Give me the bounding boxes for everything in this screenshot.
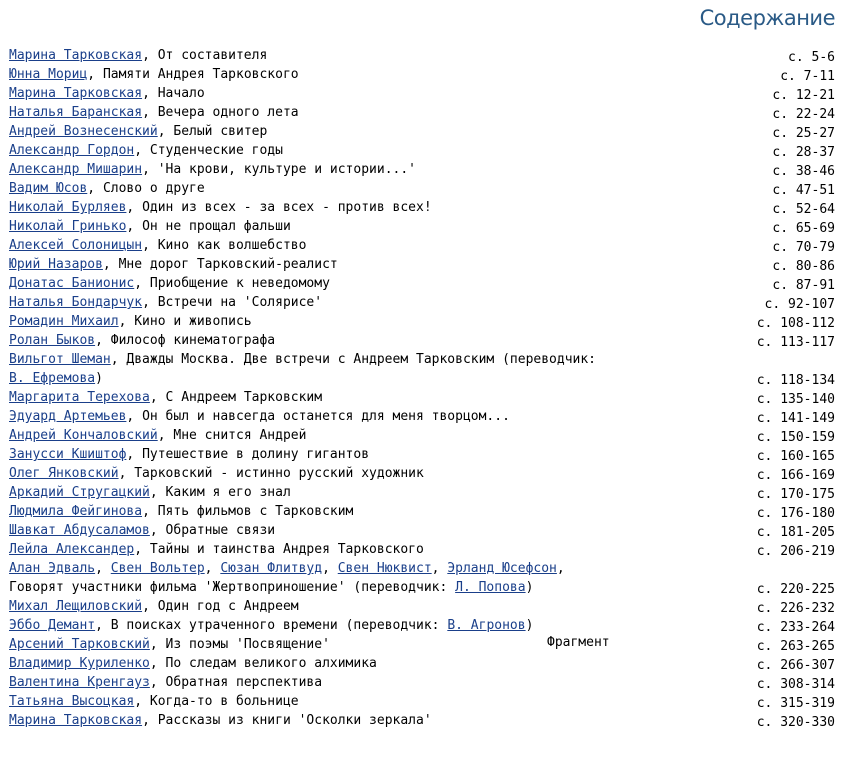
entry-title: Каким я его знал [165,485,291,500]
page-range: с. 5-6 [788,50,835,65]
author-link[interactable]: Алан Эдваль [9,561,96,576]
toc-entry [9,103,835,122]
toc-entry-text: Ромадин Михаил, Кино и живопись [9,314,252,329]
page-range: с. 65-69 [772,221,835,236]
toc-entry [9,274,835,293]
author-link[interactable]: Валентина Кренгауз [9,675,150,690]
toc-entry-text: Александр Мишарин, 'На крови, культуре и истории...' [9,162,416,177]
entry-title: По следам великого алхимика [165,656,377,671]
toc-entry-text: Лейла Александер, Тайны и таинства Андрея Тарковского [9,542,424,557]
author-link[interactable]: Олег Янковский [9,466,119,481]
entry-title: Путешествие в долину гигантов [142,447,370,462]
page-range: с. 108-112 [756,316,835,331]
page-range: с. 38-46 [772,164,835,179]
author-link[interactable]: Эрланд Юсефсон [447,561,557,576]
toc-entry-text: Андрей Вознесенский, Белый свитер [9,124,268,139]
author-link[interactable]: Вадим Юсов [9,181,88,196]
entry-title: Дважды Москва. Две встречи с Андреем Тарковским [126,352,495,367]
author-link[interactable]: Александр Гордон [9,143,135,158]
toc-entry [9,65,835,84]
author-link[interactable]: Алексей Солоницын [9,238,143,253]
page-range: с. 87-91 [772,278,835,293]
entry-title: Философ кинематографа [110,333,276,348]
page-range: с. 80-86 [772,259,835,274]
author-link[interactable]: Андрей Кончаловский [9,428,158,443]
toc-entry [9,445,835,464]
page-range: с. 233-264 [756,620,835,635]
entry-title: Один из всех - за всех - против всех! [142,200,432,215]
toc-entry-text: Николай Гринько, Он не прощал фальши [9,219,291,234]
toc-entry [9,502,835,521]
author-link[interactable]: Сюзан Флитвуд [220,561,323,576]
entry-title: Говорят участники фильма 'Жертвоприношение' [9,580,346,595]
page-range: с. 176-180 [756,506,835,521]
toc-entry [9,597,835,616]
entry-title: Встречи на 'Солярисе' [157,295,323,310]
author-link[interactable]: Марина Тарковская [9,86,143,101]
toc-entry [9,46,835,65]
page-range: с. 170-175 [756,487,835,502]
translator-suffix: ) [95,371,103,386]
toc-entry-text: Вадим Юсов, Слово о друге [9,181,205,196]
author-link[interactable]: Ролан Быков [9,333,96,348]
toc-entry [9,464,835,483]
entry-title: 'На крови, культуре и истории...' [157,162,416,177]
entry-title: Тайны и таинства Андрея Тарковского [149,542,424,557]
entry-title: От составителя [157,48,268,63]
author-link[interactable]: Наталья Баранская [9,105,143,120]
author-link[interactable]: Донатас Банионис [9,276,135,291]
toc-entry-text: Татьяна Высоцкая, Когда-то в больнице [9,694,299,709]
toc-entry [9,426,835,445]
translator-suffix: ) [525,618,534,633]
translator-prefix: (переводчик: [353,580,456,595]
author-link[interactable]: Эдуард Артемьев [9,409,127,424]
entry-title: Начало [157,86,205,101]
toc-entry-text: Наталья Баранская, Вечера одного лета [9,105,299,120]
toc-entry-text: Аркадий Стругацкий, Каким я его знал [9,485,291,500]
toc-entry-text: Эдуард Артемьев, Он был и навсегда останется для меня творцом... [9,409,510,424]
entry-title: Слово о друге [102,181,205,196]
entry-title: В поисках утраченного времени [110,618,338,633]
toc-entry-text: Михал Лещиловский, Один год с Андреем [9,599,299,614]
page-range: с. 308-314 [756,677,835,692]
page-range: с. 135-140 [756,392,835,407]
page-range: с. 22-24 [772,107,835,122]
page-range: с. 220-225 [756,582,835,597]
page-range: с. 113-117 [756,335,835,350]
author-link[interactable]: Владимир Куриленко [9,656,150,671]
toc-entry-text: Ролан Быков, Философ кинематографа [9,333,276,348]
toc-entry-text: Маргарита Терехова, С Андреем Тарковским [9,390,323,405]
author-link[interactable]: Людмила Фейгинова [9,504,143,519]
page-range: с. 150-159 [756,430,835,445]
toc-entry-text: Юрий Назаров, Мне дорог Тарковский-реалист [9,257,338,272]
toc-entry-text: Александр Гордон, Студенческие годы [9,143,283,158]
toc-entry-text: Марина Тарковская, Начало [9,86,205,101]
translator-prefix: (переводчик: [345,618,448,633]
page-range: с. 52-64 [772,202,835,217]
entry-title: Тарковский - истинно русский художник [134,466,424,481]
entry-title: Когда-то в больнице [149,694,299,709]
toc-entry-text: Николай Бурляев, Один из всех - за всех - против всех! [9,200,432,215]
author-link[interactable]: Лейла Александер [9,542,135,557]
author-link[interactable]: Татьяна Высоцкая [9,694,135,709]
author-link[interactable]: Юрий Назаров [9,257,103,272]
author-link[interactable]: Марина Тарковская [9,713,143,728]
toc-entry [9,540,835,559]
entry-title: Мне снится Андрей [173,428,307,443]
page-range: с. 266-307 [756,658,835,673]
author-link[interactable]: Свен Нюквист [337,561,432,576]
entry-title: Кино как волшебство [157,238,307,253]
toc-entry-text: Занусси Кшиштоф, Путешествие в долину гигантов [9,447,370,462]
toc-entry-text: Юнна Мориц, Памяти Андрея Тарковского [9,67,299,82]
page-range: с. 12-21 [772,88,835,103]
toc-entry [9,407,835,426]
entry-title: Студенческие годы [149,143,283,158]
page-range: с. 315-319 [756,696,835,711]
toc-entry-text: Алан Эдваль, Свен Вольтер, Сюзан Флитвуд, Свен Нюквист, Эрланд Юсефсон, Говорят участники фильма 'Жертвоприношение' (переводчик: Л. Попова) [9,561,565,595]
entry-title: Он был и навсегда останется для меня творцом... [142,409,510,424]
page-range: с. 7-11 [780,69,835,84]
page-range: с. 166-169 [756,468,835,483]
toc-entry-text: Вильгот Шеман, Дважды Москва. Две встречи с Андреем Тарковским (переводчик: В. Ефремова) [9,352,597,386]
toc-entry [9,141,835,160]
entry-title: Белый свитер [173,124,268,139]
toc-entry-text: Алексей Солоницын, Кино как волшебство [9,238,307,253]
entry-title: Он не прощал фальши [142,219,291,234]
page-range: с. 206-219 [756,544,835,559]
author-link[interactable]: Маргарита Терехова [9,390,150,405]
author-link[interactable]: Михал Лещиловский [9,599,143,614]
toc-entry-text: Валентина Кренгауз, Обратная перспектива [9,675,323,690]
toc-entry [9,293,835,312]
toc-entry [9,217,835,236]
toc-entry-text: Марина Тарковская, Рассказы из книги 'Осколки зеркала' [9,713,432,728]
translator-link[interactable]: В. Ефремова [9,371,96,386]
toc-entry [9,331,835,350]
toc-entry [9,179,835,198]
toc-entry-text: Наталья Бондарчук, Встречи на 'Солярисе' [9,295,323,310]
page-range: с. 47-51 [772,183,835,198]
entry-title: Рассказы из книги 'Осколки зеркала' [157,713,432,728]
toc-entry [9,616,835,635]
toc-entry [9,198,835,217]
translator-suffix: ) [525,580,534,595]
entry-title: Один год с Андреем [157,599,299,614]
page-range: с. 118-134 [756,373,835,388]
author-link[interactable]: Эббо Демант [9,618,96,633]
toc-entry [9,350,835,388]
page-range: с. 28-37 [772,145,835,160]
author-link[interactable]: Наталья Бондарчук [9,295,143,310]
translator-link[interactable]: Л. Попова [455,580,526,595]
author-link[interactable]: Александр Мишарин [9,162,143,177]
toc-entry [9,559,835,597]
toc-entry-text: Арсений Тарковский, Из поэмы 'Посвящение' [9,637,330,652]
toc-entry-text: Марина Тарковская, От составителя [9,48,268,63]
entry-title: Вечера одного лета [157,105,299,120]
toc-entry-text: Андрей Кончаловский, Мне снится Андрей [9,428,307,443]
author-link[interactable]: Николай Гринько [9,219,127,234]
author-link[interactable]: Марина Тарковская [9,48,143,63]
entry-title: Обратные связи [165,523,276,538]
toc-entry-text: Людмила Фейгинова, Пять фильмов с Тарковским [9,504,354,519]
toc-entry [9,483,835,502]
page-range: с. 181-205 [756,525,835,540]
author-link[interactable]: Николай Бурляев [9,200,127,215]
toc-entry [9,673,835,692]
toc-entry [9,521,835,540]
page-range: с. 263-265 [756,639,835,654]
toc-entry-text: Шавкат Абдусаламов, Обратные связи [9,523,276,538]
entry-title: Мне дорог Тарковский-реалист [118,257,338,272]
toc-entry [9,388,835,407]
author-link[interactable]: Ромадин Михаил [9,314,119,329]
toc-entry [9,692,835,711]
author-link[interactable]: Свен Вольтер [110,561,205,576]
toc-entry [9,255,835,274]
toc-entry [9,160,835,179]
toc-entry [9,711,835,730]
page-range: с. 160-165 [756,449,835,464]
toc-entry-text: Владимир Куриленко, По следам великого алхимика [9,656,377,671]
author-link[interactable]: Аркадий Стругацкий [9,485,150,500]
page-range: с. 320-330 [756,715,835,730]
toc-entry [9,312,835,331]
page-range: с. 25-27 [772,126,835,141]
entry-title: Памяти Андрея Тарковского [102,67,299,82]
toc-entry [9,122,835,141]
entry-title: Из поэмы 'Посвящение' [165,637,330,652]
toc-entry-text: Олег Янковский, Тарковский - истинно русский художник [9,466,424,481]
page-range: с. 141-149 [756,411,835,426]
author-link[interactable]: Арсений Тарковский [9,637,150,652]
table-of-contents [9,46,835,730]
entry-note: Фрагмент [547,635,610,650]
toc-entry [9,635,835,654]
toc-entry [9,654,835,673]
page-range: с. 226-232 [756,601,835,616]
toc-entry-text: Эббо Демант, В поисках утраченного времени (переводчик: В. Агронов) [9,618,534,633]
entry-title: Кино и живопись [134,314,252,329]
entry-title: Обратная перспектива [165,675,323,690]
entry-title: Приобщение к неведомому [149,276,330,291]
translator-prefix: (переводчик: [502,352,597,367]
author-link[interactable]: Шавкат Абдусаламов [9,523,150,538]
translator-link[interactable]: В. Агронов [447,618,526,633]
entry-title: С Андреем Тарковским [165,390,323,405]
author-link[interactable]: Занусси Кшиштоф [9,447,127,462]
toc-entry [9,236,835,255]
author-link[interactable]: Андрей Вознесенский [9,124,158,139]
author-link[interactable]: Юнна Мориц [9,67,88,82]
entry-title: Пять фильмов с Тарковским [157,504,354,519]
toc-entry [9,84,835,103]
page-range: с. 70-79 [772,240,835,255]
toc-entry-text: Донатас Банионис, Приобщение к неведомому [9,276,330,291]
page-range: с. 92-107 [764,297,835,312]
page-title: Содержание [699,6,835,30]
author-link[interactable]: Вильгот Шеман [9,352,111,367]
